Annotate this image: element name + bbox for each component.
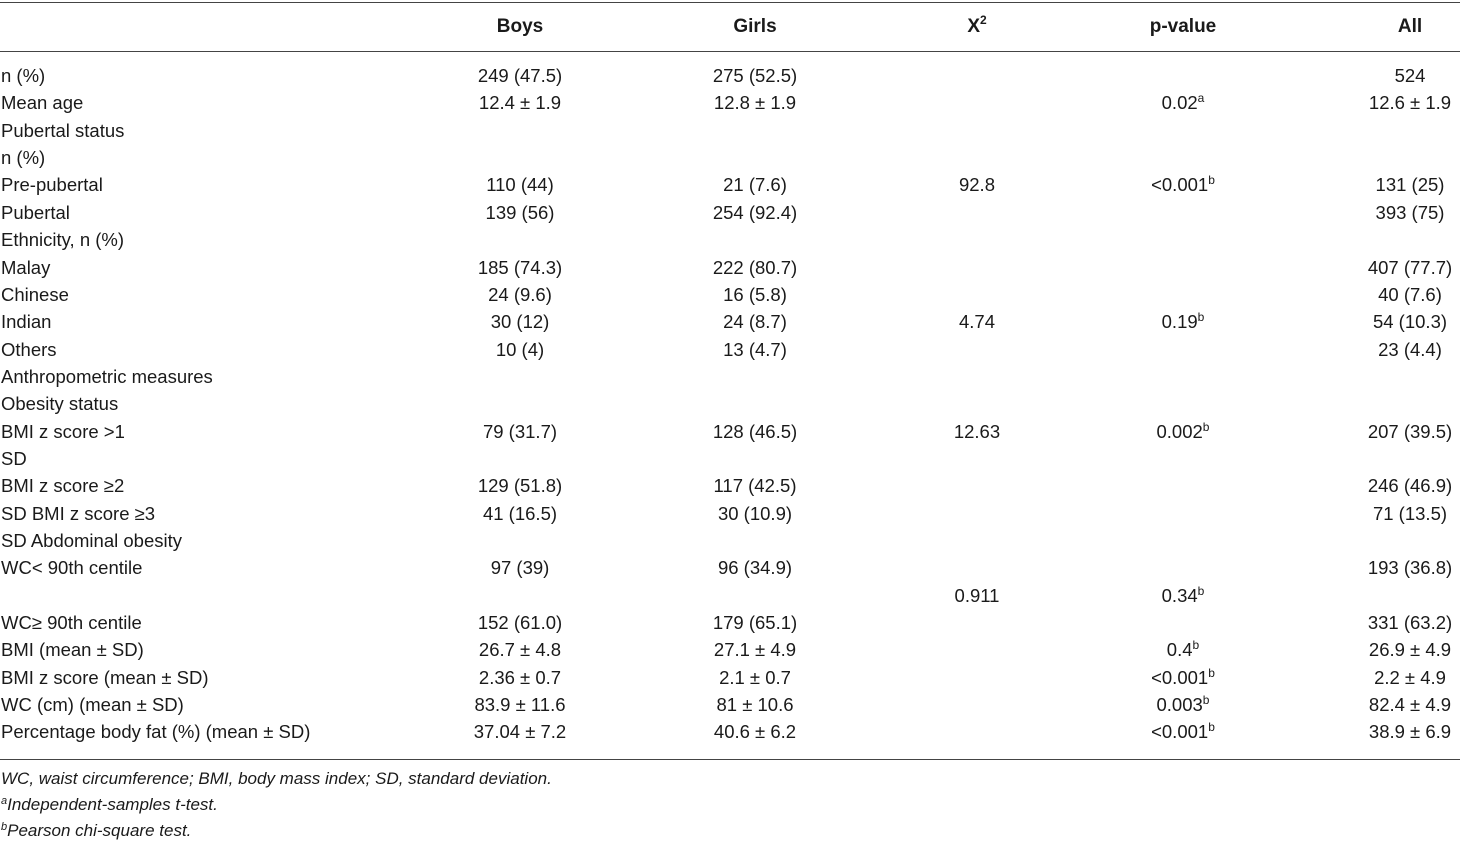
row-label-text: BMI z score >1 <box>1 420 125 442</box>
cell-girls-text: 24 (8.7) <box>723 311 787 333</box>
table-row <box>0 636 1460 663</box>
table-row <box>0 254 1460 281</box>
cell-boys <box>420 62 620 89</box>
row-label-text: n (%) <box>1 65 46 86</box>
row-label-text: Anthropometric measures <box>1 365 213 387</box>
cell-p-value-text: 0.4 <box>1166 639 1193 661</box>
cell-p-value-text: 0.34 <box>1161 584 1198 606</box>
row-label-text: WC (cm) (mean ± SD) <box>1 694 184 716</box>
cell-boys <box>420 500 620 527</box>
cell-girls <box>655 336 855 363</box>
header-all: All <box>1397 16 1423 37</box>
cell-all-text: 524 <box>1394 65 1426 86</box>
cell-all-text: 246 (46.9) <box>1367 475 1453 497</box>
cell-all <box>1310 281 1460 308</box>
cell-girls <box>655 308 855 335</box>
cell-p-value-text: 0.19 <box>1161 311 1198 333</box>
table-top-rule <box>0 2 1460 3</box>
header-chi-base: X <box>967 16 980 37</box>
footnote-a-mark: a <box>1 795 8 807</box>
cell-girls-text: 21 (7.6) <box>723 174 787 196</box>
row-label <box>1 500 155 527</box>
cell-p-value <box>1083 418 1283 445</box>
table-row <box>0 199 1460 226</box>
cell-boys-text: 129 (51.8) <box>477 475 563 497</box>
row-label <box>1 664 209 691</box>
cell-all <box>1310 691 1460 718</box>
cell-girls <box>655 691 855 718</box>
cell-all <box>1310 89 1460 116</box>
footnote-a <box>1 794 218 816</box>
header-girls: Girls <box>733 16 777 37</box>
cell-girls <box>655 554 855 581</box>
row-label <box>1 718 310 745</box>
cell-girls-text: 30 (10.9) <box>717 502 793 524</box>
cell-boys <box>420 691 620 718</box>
table-row <box>0 664 1460 691</box>
p-value-superscript: b <box>1202 693 1210 708</box>
cell-boys-text: 2.36 ± 0.7 <box>478 666 562 688</box>
row-label-text: Mean age <box>1 92 84 114</box>
cell-chi-square <box>877 171 1077 198</box>
cell-boys <box>420 199 620 226</box>
cell-p-value-text: <0.001 <box>1151 174 1209 196</box>
table-row <box>0 144 1460 171</box>
row-label-text: SD BMI z score ≥3 <box>1 502 156 524</box>
cell-chi-square-text: 4.74 <box>958 311 995 333</box>
cell-p-value <box>1083 664 1283 691</box>
row-label <box>1 691 184 718</box>
cell-boys <box>420 664 620 691</box>
p-value-superscript: b <box>1202 419 1210 434</box>
cell-girls-text: 254 (92.4) <box>712 201 798 223</box>
cell-boys-text: 79 (31.7) <box>482 420 558 442</box>
row-label <box>1 254 50 281</box>
cell-girls <box>655 636 855 663</box>
cell-p-value <box>1083 636 1283 663</box>
cell-p-value <box>1083 582 1283 609</box>
row-label-text: BMI z score (mean ± SD) <box>1 666 209 688</box>
cell-girls-text: 179 (65.1) <box>712 612 798 633</box>
table-header-rule <box>0 51 1460 52</box>
cell-boys-text: 30 (12) <box>490 311 550 333</box>
cell-boys-text: 139 (56) <box>485 201 555 223</box>
cell-boys-text: 12.4 ± 1.9 <box>478 92 562 114</box>
cell-boys <box>420 254 620 281</box>
row-label-text: Pre-pubertal <box>1 174 103 196</box>
cell-all-text: 54 (10.3) <box>1372 311 1448 333</box>
footnote-b <box>1 820 191 842</box>
row-label <box>1 281 69 308</box>
cell-girls-text: 12.8 ± 1.9 <box>713 92 797 114</box>
cell-chi-square <box>877 582 1077 609</box>
cell-all-text: 131 (25) <box>1375 174 1445 196</box>
p-value-superscript: b <box>1192 638 1200 653</box>
cell-all <box>1310 418 1460 445</box>
table-row <box>0 336 1460 363</box>
cell-girls <box>655 89 855 116</box>
table-bottom-rule <box>0 759 1460 760</box>
header-chi-superscript: 2 <box>980 13 987 27</box>
row-label <box>1 144 45 171</box>
cell-p-value-text: <0.001 <box>1151 666 1209 688</box>
cell-chi-square-text: 92.8 <box>958 174 995 196</box>
cell-girls <box>655 281 855 308</box>
cell-all-text: 207 (39.5) <box>1367 420 1453 442</box>
cell-all <box>1310 336 1460 363</box>
cell-girls-text: 128 (46.5) <box>712 420 798 442</box>
row-label <box>1 609 142 636</box>
footnote-abbreviations: WC, waist circumference; BMI, body mass index; SD, standard deviation. <box>1 769 552 788</box>
cell-p-value-text: <0.001 <box>1151 721 1209 743</box>
cell-boys-text: 110 (44) <box>486 174 554 196</box>
table-row <box>0 554 1460 581</box>
row-label <box>1 62 45 89</box>
cell-girls-text: 117 (42.5) <box>713 475 797 497</box>
cell-all-text: 2.2 ± 4.9 <box>1374 666 1446 688</box>
cell-chi-square <box>877 308 1077 335</box>
cell-boys <box>420 472 620 499</box>
cell-p-value-text: 0.003 <box>1156 694 1203 716</box>
cell-boys <box>420 636 620 663</box>
cell-p-value-text: 0.02 <box>1161 92 1198 114</box>
cell-all <box>1310 472 1460 499</box>
header-chi-square <box>877 15 1077 39</box>
cell-girls <box>655 254 855 281</box>
cell-all <box>1310 718 1460 745</box>
cell-all <box>1310 171 1460 198</box>
cell-all-text: 331 (63.2) <box>1367 612 1453 633</box>
cell-girls-text: 81 ± 10.6 <box>716 694 794 716</box>
cell-boys <box>420 308 620 335</box>
cell-all <box>1310 609 1460 636</box>
table-row <box>0 117 1460 144</box>
row-label-text: Chinese <box>1 283 69 305</box>
cell-chi-square-text: 12.63 <box>953 420 1001 442</box>
cell-chi-square-text: 0.911 <box>954 584 1000 606</box>
row-label <box>1 199 70 226</box>
row-label-text: SD Abdominal obesity <box>1 530 182 551</box>
row-label <box>1 308 51 335</box>
table-row <box>0 390 1460 417</box>
row-label-text: Obesity status <box>1 393 119 415</box>
row-label <box>1 89 83 116</box>
cell-girls-text: 13 (4.7) <box>723 338 787 360</box>
row-label-text: Pubertal <box>1 201 70 223</box>
row-label-text: Indian <box>1 311 52 333</box>
row-label <box>1 226 124 253</box>
table-row <box>0 62 1460 89</box>
cell-boys-text: 249 (47.5) <box>477 65 563 86</box>
cell-boys <box>420 418 620 445</box>
cell-all-text: 12.6 ± 1.9 <box>1368 92 1452 114</box>
row-label <box>1 445 27 472</box>
table-row <box>0 472 1460 499</box>
p-value-superscript: b <box>1208 173 1215 188</box>
cell-boys-text: 83.9 ± 11.6 <box>474 694 566 716</box>
row-label-text: Malay <box>1 256 51 278</box>
cell-all <box>1310 62 1460 89</box>
row-label <box>1 472 124 499</box>
cell-all-text: 23 (4.4) <box>1378 338 1442 360</box>
cell-p-value <box>1083 308 1283 335</box>
cell-girls-text: 27.1 ± 4.9 <box>713 639 797 661</box>
footnote-a-text: Independent-samples t-test. <box>7 795 218 814</box>
cell-girls <box>655 500 855 527</box>
row-label-text: BMI z score ≥2 <box>1 475 125 497</box>
table-row <box>0 445 1460 472</box>
row-label <box>1 527 182 554</box>
table-row <box>0 418 1460 445</box>
cell-p-value-text: 0.002 <box>1156 420 1203 442</box>
row-label-text: SD <box>1 447 27 469</box>
cell-girls-text: 16 (5.8) <box>723 283 787 305</box>
cell-all-text: 393 (75) <box>1375 201 1445 223</box>
row-label-text: Pubertal status <box>1 119 125 141</box>
cell-girls-text: 275 (52.5) <box>712 65 798 86</box>
table-row <box>0 718 1460 745</box>
cell-p-value <box>1083 691 1283 718</box>
footnote-b-text: Pearson chi-square test. <box>7 821 192 840</box>
p-value-superscript: b <box>1197 310 1205 325</box>
cell-p-value <box>1083 718 1283 745</box>
cell-boys-text: 185 (74.3) <box>477 256 563 278</box>
cell-girls <box>655 664 855 691</box>
cell-girls <box>655 418 855 445</box>
p-value-superscript: a <box>1197 91 1205 106</box>
cell-girls-text: 2.1 ± 0.7 <box>719 666 791 688</box>
cell-all-text: 407 (77.7) <box>1367 256 1453 278</box>
cell-girls-text: 96 (34.9) <box>717 557 793 579</box>
cell-boys-text: 97 (39) <box>490 557 550 579</box>
p-value-superscript: b <box>1197 583 1205 598</box>
cell-all-text: 26.9 ± 4.9 <box>1368 639 1452 661</box>
cell-all <box>1310 254 1460 281</box>
row-label-text: BMI (mean ± SD) <box>1 639 144 661</box>
cell-boys-text: 152 (61.0) <box>477 612 563 633</box>
table-row <box>0 89 1460 116</box>
table-row <box>0 527 1460 554</box>
cell-boys <box>420 554 620 581</box>
cell-girls <box>655 62 855 89</box>
cell-girls <box>655 199 855 226</box>
row-label-text: n (%) <box>1 147 46 169</box>
row-label <box>1 390 118 417</box>
table-row <box>0 691 1460 718</box>
row-label <box>1 336 57 363</box>
row-label <box>1 171 103 198</box>
table-row <box>0 500 1460 527</box>
row-label <box>1 636 144 663</box>
cell-all-text: 193 (36.8) <box>1367 557 1453 579</box>
row-label <box>1 418 125 445</box>
cell-girls <box>655 171 855 198</box>
row-label <box>1 363 213 390</box>
cell-all <box>1310 308 1460 335</box>
p-value-superscript: b <box>1208 665 1215 680</box>
cell-girls <box>655 472 855 499</box>
table-row <box>0 308 1460 335</box>
cell-all-text: 38.9 ± 6.9 <box>1368 721 1452 743</box>
cell-boys-text: 24 (9.6) <box>488 283 552 305</box>
cell-all <box>1310 664 1460 691</box>
row-label-text: WC≥ 90th centile <box>1 612 142 633</box>
row-label-text: Ethnicity, n (%) <box>1 229 125 251</box>
cell-all <box>1310 636 1460 663</box>
cell-boys <box>420 336 620 363</box>
footnote-b-mark: b <box>1 821 8 833</box>
row-label <box>1 554 142 581</box>
header-p-value: p-value <box>1149 16 1217 37</box>
cell-boys-text: 26.7 ± 4.8 <box>478 639 562 661</box>
cell-girls <box>655 609 855 636</box>
table-row <box>0 281 1460 308</box>
table-row <box>0 582 1460 609</box>
row-label-text: Others <box>1 338 57 360</box>
cell-boys <box>420 718 620 745</box>
cell-boys-text: 10 (4) <box>495 338 545 360</box>
cell-all <box>1310 500 1460 527</box>
row-label <box>1 117 124 144</box>
cell-boys-text: 37.04 ± 7.2 <box>473 721 567 743</box>
table-row <box>0 609 1460 636</box>
cell-all-text: 82.4 ± 4.9 <box>1368 694 1452 716</box>
cell-all-text: 40 (7.6) <box>1378 283 1442 305</box>
cell-boys <box>420 171 620 198</box>
table-row <box>0 171 1460 198</box>
cell-boys-text: 41 (16.5) <box>482 502 558 524</box>
cell-boys <box>420 609 620 636</box>
cell-p-value <box>1083 171 1283 198</box>
row-label-text: WC< 90th centile <box>1 557 143 579</box>
cell-chi-square <box>877 418 1077 445</box>
row-label-text: Percentage body fat (%) (mean ± SD) <box>1 721 311 743</box>
header-boys: Boys <box>496 16 544 37</box>
table-row <box>0 226 1460 253</box>
cell-p-value <box>1083 89 1283 116</box>
cell-all <box>1310 199 1460 226</box>
p-value-superscript: b <box>1208 720 1215 735</box>
cell-girls <box>655 718 855 745</box>
cell-girls-text: 40.6 ± 6.2 <box>713 721 797 743</box>
table-row <box>0 363 1460 390</box>
cell-girls-text: 222 (80.7) <box>712 256 798 278</box>
cell-boys <box>420 89 620 116</box>
cell-boys <box>420 281 620 308</box>
cell-all-text: 71 (13.5) <box>1372 502 1448 524</box>
cell-all <box>1310 554 1460 581</box>
